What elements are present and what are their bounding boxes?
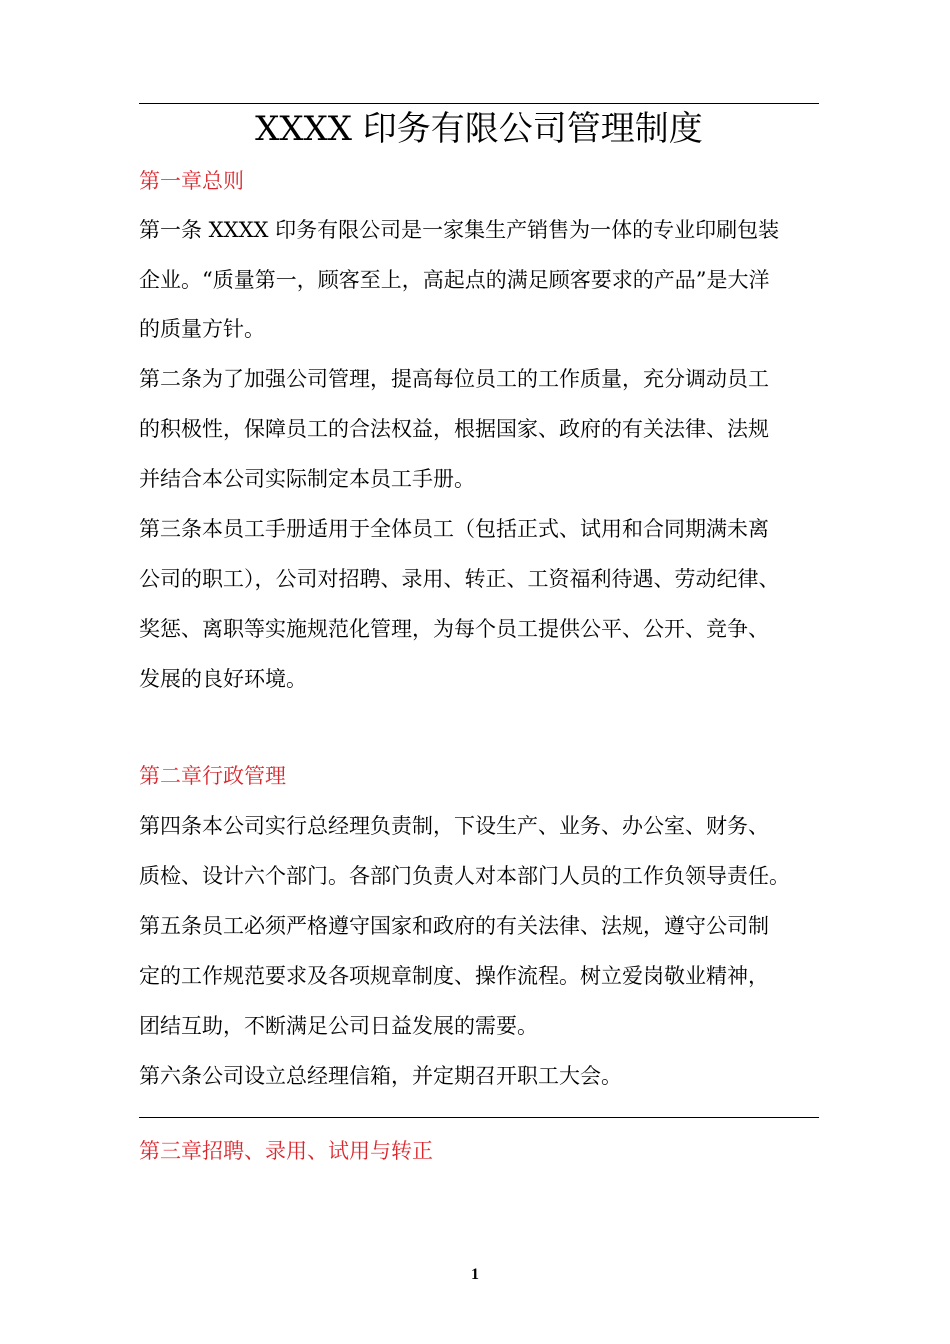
bottom-rule xyxy=(139,1117,819,1118)
paragraph-line: 第六条公司设立总经理信箱，并定期召开职工大会。 xyxy=(139,1064,622,1088)
page-number: 1 xyxy=(471,1266,479,1283)
paragraph-line: 第三条本员工手册适用于全体员工（包括正式、试用和合同期满未离 xyxy=(139,517,769,541)
chapter-heading-1: 第一章总则 xyxy=(139,169,244,193)
paragraph-line: 团结互助，不断满足公司日益发展的需要。 xyxy=(139,1014,538,1038)
paragraph-line: 定的工作规范要求及各项规章制度、操作流程。树立爱岗敬业精神， xyxy=(139,964,769,988)
paragraph-line: 公司的职工），公司对招聘、录用、转正、工资福利待遇、劳动纪律、 xyxy=(139,567,780,591)
paragraph-line: 质检、设计六个部门。各部门负责人对本部门人员的工作负领导责任。 xyxy=(139,864,790,888)
paragraph-line: 第五条员工必须严格遵守国家和政府的有关法律、法规，遵守公司制 xyxy=(139,914,769,938)
paragraph-line: 第四条本公司实行总经理负责制，下设生产、业务、办公室、财务、 xyxy=(139,814,769,838)
paragraph-line: 第二条为了加强公司管理，提高每位员工的工作质量，充分调动员工 xyxy=(139,367,769,391)
chapter-heading-2: 第二章行政管理 xyxy=(139,764,286,788)
paragraph-line: 并结合本公司实际制定本员工手册。 xyxy=(139,467,475,491)
paragraph-line: 的积极性，保障员工的合法权益，根据国家、政府的有关法律、法规 xyxy=(139,417,769,441)
paragraph-line: 奖惩、离职等实施规范化管理，为每个员工提供公平、公开、竞争、 xyxy=(139,617,769,641)
paragraph-line: 企业。“质量第一，顾客至上，高起点的满足顾客要求的产品”是大洋 xyxy=(139,268,770,292)
paragraph-line: 的质量方针。 xyxy=(139,317,265,341)
paragraph-line: 发展的良好环境。 xyxy=(139,667,307,691)
chapter-heading-3: 第三章招聘、录用、试用与转正 xyxy=(139,1139,433,1163)
paragraph-line: 第一条 XXXX 印务有限公司是一家集生产销售为一体的专业印刷包装 xyxy=(139,218,780,242)
document-title: XXXX 印务有限公司管理制度 xyxy=(255,109,703,149)
